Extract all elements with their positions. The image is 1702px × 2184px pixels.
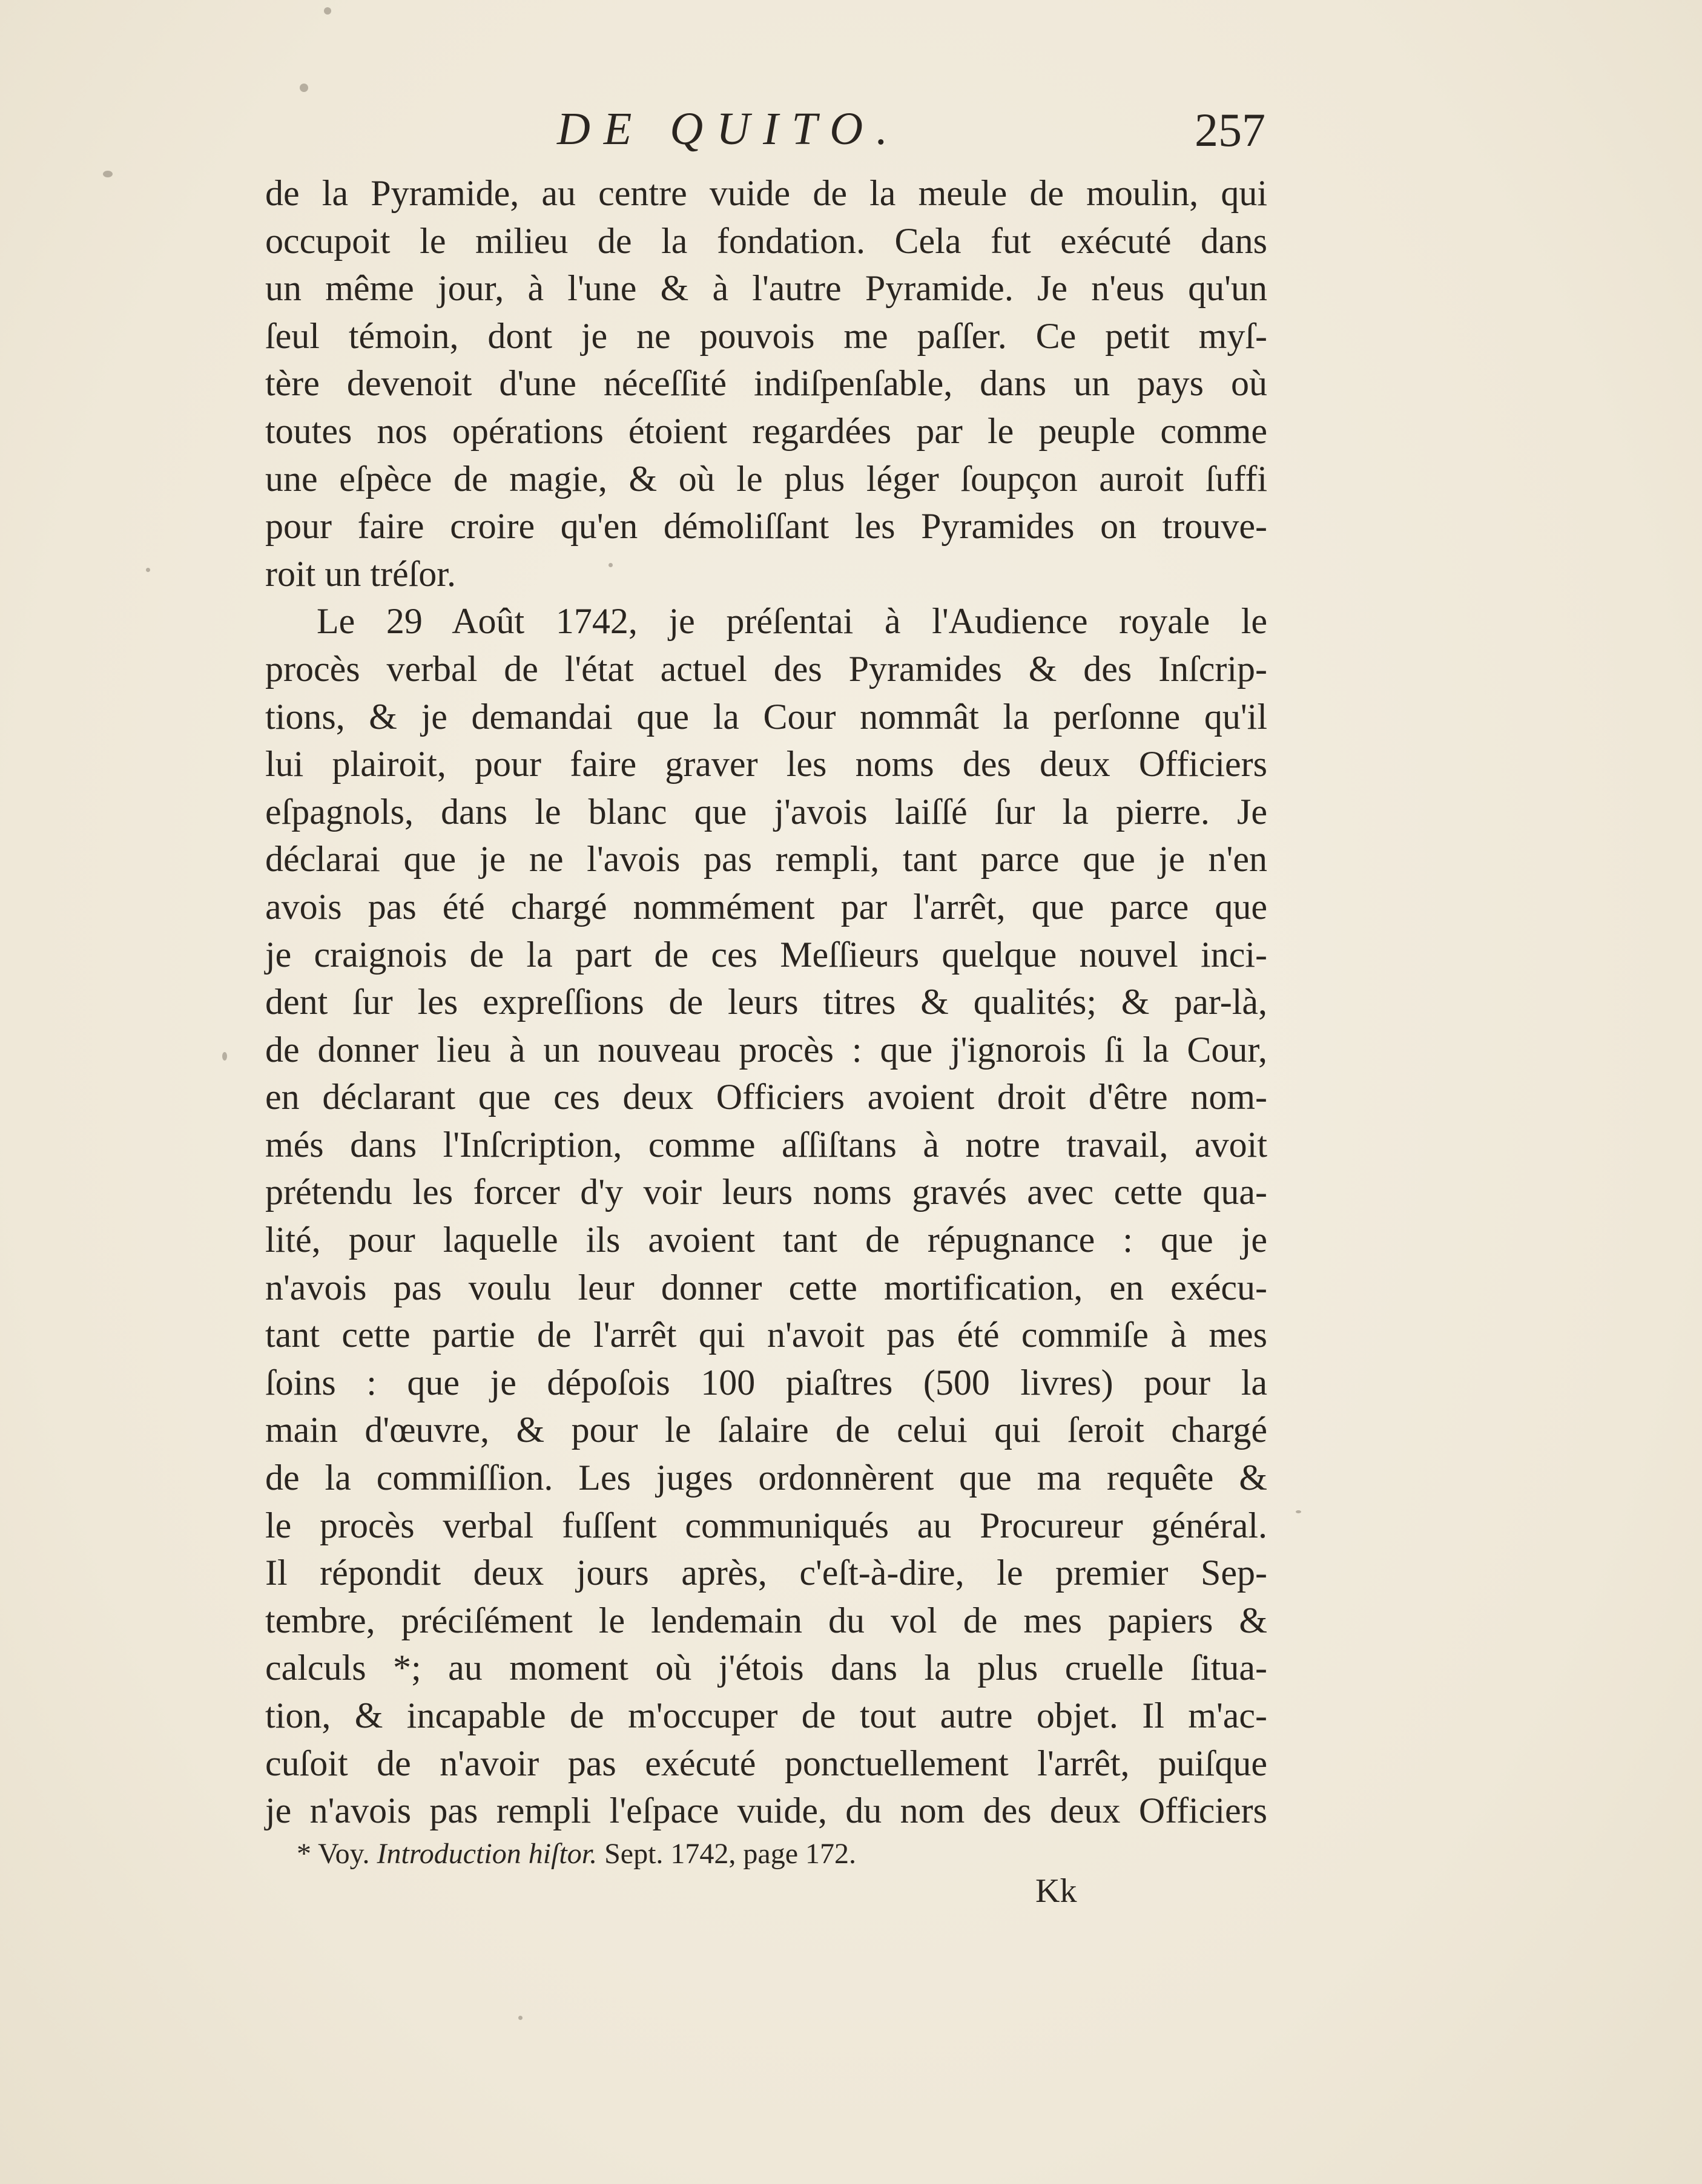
text-line: ſoins : que je dépoſois 100 piaſtres (500 livres) pour la (265, 1362, 1267, 1403)
text-line: més dans l'Inſcription, comme aſſiſtans à notre travail, avoit (265, 1124, 1267, 1165)
text-line: procès verbal de l'état actuel des Pyramides & des Inſcrip- (265, 648, 1267, 689)
text-line: eſpagnols, dans le blanc que j'avois laiſſé ſur la pierre. Je (265, 791, 1267, 832)
paper-speck (300, 84, 308, 92)
footnote-reference: Introduction hiſtor. (377, 1838, 598, 1870)
paper-speck (146, 568, 150, 572)
text-line: avois pas été chargé nommément par l'arrêt, que parce que (265, 886, 1267, 927)
text-line: une eſpèce de magie, & où le plus léger ſoupçon auroit ſuffi (265, 458, 1267, 499)
text-line: pour faire croire qu'en démoliſſant les Pyramides on trouve- (265, 506, 1267, 547)
paper-speck (222, 1052, 227, 1061)
body-text (265, 169, 1267, 1835)
text-line: main d'œuvre, & pour le ſalaire de celui qui ſeroit chargé (265, 1410, 1267, 1450)
text-line: tant cette partie de l'arrêt qui n'avoit pas été commiſe à mes (265, 1315, 1267, 1355)
text-line: n'avois pas voulu leur donner cette mortification, en exécu- (265, 1267, 1267, 1307)
running-title: DE QUITO. (557, 104, 902, 154)
text-line: cuſoit de n'avoir pas exécuté ponctuellement l'arrêt, puiſque (265, 1743, 1267, 1783)
text-line: tion, & incapable de m'occuper de tout autre objet. Il m'ac- (265, 1696, 1267, 1735)
text-line: occupoit le milieu de la fondation. Cela fut exécuté dans (265, 220, 1267, 261)
text-line: toutes nos opérations étoient regardées par le peuple comme (265, 410, 1267, 451)
text-line: tions, & je demandai que la Cour nommât la perſonne qu'il (265, 696, 1267, 737)
footnote-detail: Sept. 1742, page 172. (604, 1838, 857, 1870)
page-header (266, 103, 1265, 169)
text-line: tère devenoit d'une néceſſité indiſpenſable, dans un pays où (265, 363, 1267, 404)
paper-speck (324, 7, 331, 15)
text-line: de la commiſſion. Les juges ordonnèrent que ma requête & (265, 1458, 1267, 1498)
text-line: de la Pyramide, au centre vuide de la meule de moulin, qui (265, 173, 1267, 213)
signature-mark: Kk (1035, 1872, 1077, 1910)
paper-speck (518, 2016, 523, 2020)
text-line: Il répondit deux jours après, c'eſt-à-dire, le premier Sep- (265, 1553, 1267, 1593)
footnote (297, 1837, 856, 1870)
text-line: Le 29 Août 1742, je préſentai à l'Audience royale le (317, 601, 1267, 642)
paper-speck (103, 171, 113, 177)
text-line: le procès verbal fuſſent communiqués au Procureur général. (265, 1505, 1267, 1545)
text-line: je n'avois pas rempli l'eſpace vuide, du nom des deux Officiers (265, 1791, 1267, 1831)
text-line: ſeul témoin, dont je ne pouvois me paſſer. Ce petit myſ- (265, 315, 1267, 356)
text-line: de donner lieu à un nouveau procès : que j'ignorois ſi la Cour, (265, 1029, 1267, 1070)
text-line: un même jour, à l'une & à l'autre Pyramide. Je n'eus qu'un (265, 268, 1267, 309)
text-line: tembre, préciſément le lendemain du vol de mes papiers & (265, 1600, 1267, 1640)
text-line: en déclarant que ces deux Officiers avoient droit d'être nom- (265, 1077, 1267, 1117)
footnote-marker: * Voy. (297, 1838, 370, 1870)
text-line: prétendu les forcer d'y voir leurs noms gravés avec cette qua- (265, 1172, 1267, 1212)
text-line: je craignois de la part de ces Meſſieurs quelque nouvel inci- (265, 934, 1267, 975)
paper-speck (1296, 1510, 1301, 1513)
text-line: calculs *; au moment où j'étois dans la plus cruelle ſitua- (265, 1648, 1267, 1688)
text-line: déclarai que je ne l'avois pas rempli, tant parce que je n'en (265, 839, 1267, 880)
text-line: roit un tréſor. (265, 553, 456, 594)
page-number: 257 (1195, 104, 1265, 156)
text-line: lui plairoit, pour faire graver les noms des deux Officiers (265, 744, 1267, 784)
text-line: dent ſur les expreſſions de leurs titres & qualités; & par-là, (265, 982, 1267, 1022)
text-line: lité, pour laquelle ils avoient tant de répugnance : que je (265, 1220, 1267, 1260)
paper-speck (609, 563, 613, 567)
